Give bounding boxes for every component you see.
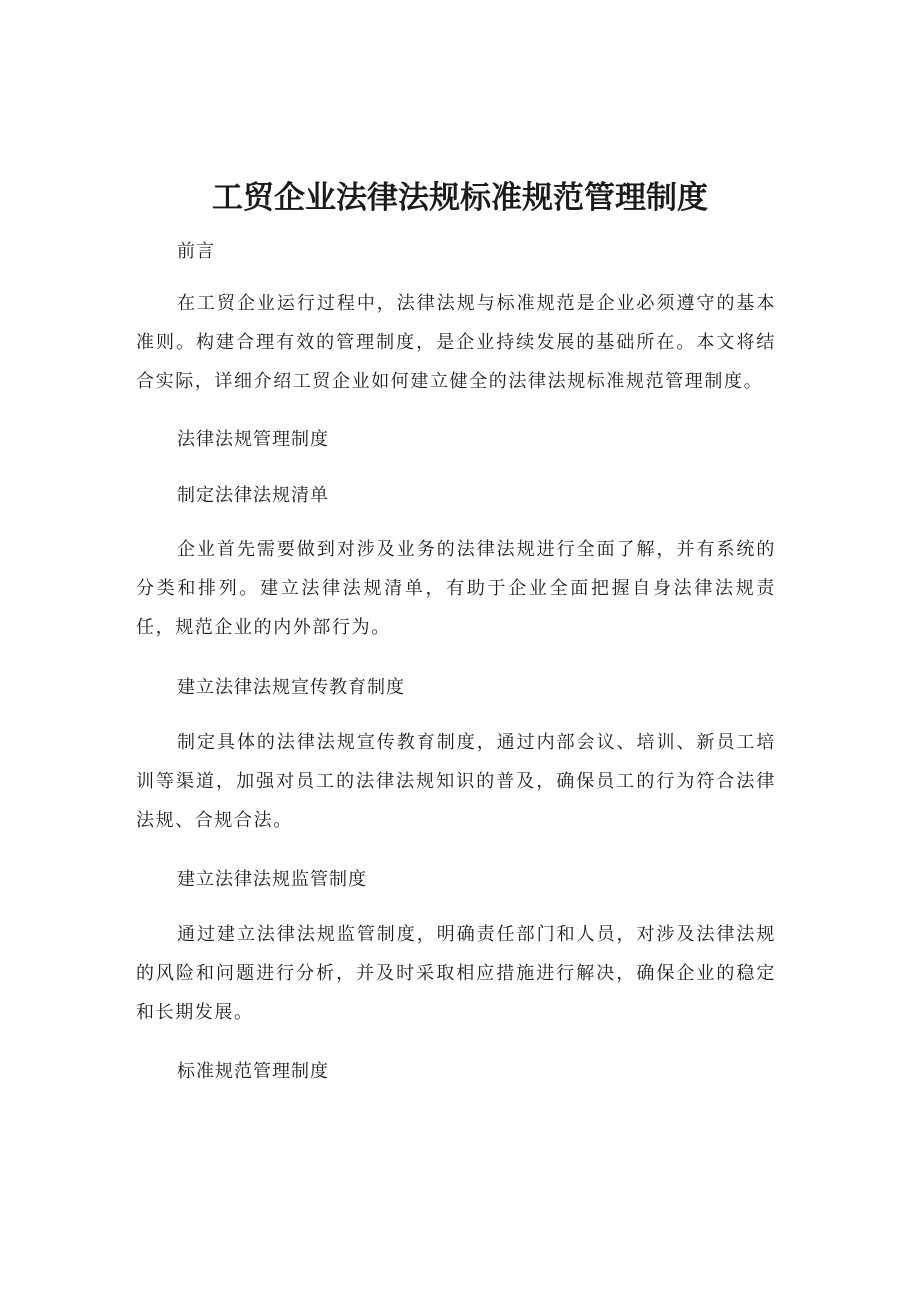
section-heading-supervision: 建立法律法规监管制度 xyxy=(177,869,367,890)
paragraph-intro: 在工贸企业运行过程中，法律法规与标准规范是企业必须遵守的基本准则。构建合理有效的管理制度，是企业持续发展的基础所在。本文将结合实际，详细介绍工贸企业如何建立健全的法律法规标准规范管理制度。 xyxy=(136,293,776,392)
section-heading-laws-list: 制定法律法规清单 xyxy=(177,485,329,506)
section-heading-standards-management: 标准规范管理制度 xyxy=(177,1061,329,1082)
paragraph-education: 制定具体的法律法规宣传教育制度，通过内部会议、培训、新员工培训等渠道，加强对员工的法律法规知识的普及，确保员工的行为符合法律法规、合规合法。 xyxy=(136,732,776,831)
paragraph-laws-list: 企业首先需要做到对涉及业务的法律法规进行全面了解，并有系统的分类和排列。建立法律法规清单，有助于企业全面把握自身法律法规责任，规范企业的内外部行为。 xyxy=(136,539,776,638)
section-heading-education: 建立法律法规宣传教育制度 xyxy=(177,677,405,698)
section-heading-preface: 前言 xyxy=(177,241,215,262)
paragraph-supervision: 通过建立法律法规监管制度，明确责任部门和人员，对涉及法律法规的风险和问题进行分析，并及时采取相应措施进行解决，确保企业的稳定和长期发展。 xyxy=(136,924,776,1023)
document-title: 工贸企业法律法规标准规范管理制度 xyxy=(212,180,708,216)
section-heading-laws-management: 法律法规管理制度 xyxy=(177,429,329,450)
